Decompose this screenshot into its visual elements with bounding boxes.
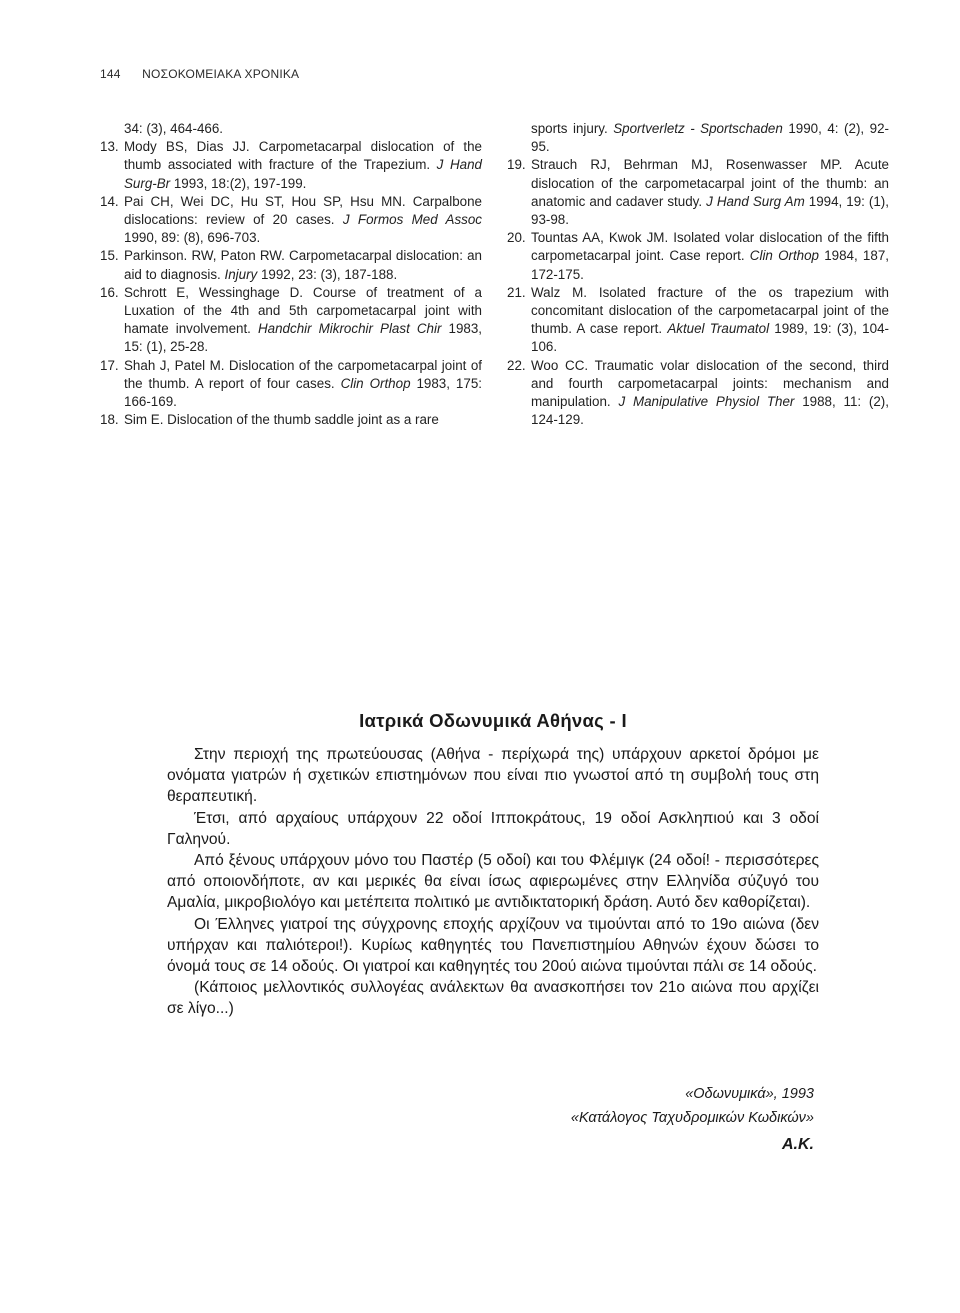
essay-title: Ιατρικά Οδωνυμικά Αθήνας - Ι [359,710,627,731]
essay-paragraph: Οι Έλληνες γιατροί της σύγχρονης εποχής αρχίζουν να τιμούνται από το 19ο αιώνα (δεν υπήρχαν και παλιότεροι!). Κυρίως καθηγητές του Πανεπιστημίου Αθηνών έχουν δώσει το όνομά τους σε 14 οδούς. Οι γιατροί και καθηγητές του 20ού αιώνα τιμούνται πάλι σε 14 οδούς. [167,915,819,976]
essay-sources [571,1082,814,1130]
reference-18: 18. Sim E. Dislocation of the thumb saddle joint as a rare [100,412,439,428]
journal-name: ΝΟΣΟΚΟΜΕΙΑΚΑ ΧΡΟΝΙΚΑ [142,67,300,81]
reference-19: 19. Strauch RJ, Behrman MJ, Rosenwasser MP. Acute dislocation of the carpometacarpal joint of the thumb: an anatomic and cadaver study. J Hand Surg Am 1994, 19: (1), 93-98. [507,157,889,228]
reference-15: 15. Parkinson. RW, Paton RW. Carpometacarpal dislocation: an aid to diagnosis. Injury 1992, 23: (3), 187-188. [100,248,482,282]
page-number: 144 [100,67,121,81]
running-header [100,67,299,81]
reference-20: 20. Tountas AA, Kwok JM. Isolated volar dislocation of the fifth carpometacarpal joint. Case report. Clin Orthop 1984, 187, 172-175. [507,230,889,282]
reference-21: 21. Walz M. Isolated fracture of the os trapezium with concomitant dislocation of the carpometacarpal joint of the thumb. A case report. Aktuel Traumatol 1989, 19: (3), 104-106. [507,284,889,355]
essay-paragraph: Στην περιοχή της πρωτεύουσας (Αθήνα - περίχωρά της) υπάρχουν αρκετοί δρόμοι με ονόματα γιατρών ή σχετικών επιστημόνων που είναι πιο γνωστοί από τη συμβολή τους στη θεραπευτική. [167,746,819,806]
essay-paragraph: Από ξένους υπάρχουν μόνο του Παστέρ (5 οδοί) και του Φλέμιγκ (24 οδοί! - περισσότερες από οποιονδήποτε, αν και μερικές θα είναι ίσως αφιερωμένες στην Ελληνίδα σύζυγό του Αμαλία, μικροβιολόγο και μετέπειτα πολιτικό με αντιδικτατορική δράση. Αυτό δεν καθορίζεται). [167,852,819,912]
reference-22: 22. Woo CC. Traumatic volar dislocation of the second, third and fourth carpometacarpal joints: mechanism and manipulation. J Manipulative Physiol Ther 1988, 11: (2), 124-129. [507,357,889,428]
source-line: «Οδωνυμικά», 1993 [685,1086,814,1102]
essay-section [167,710,819,1020]
reference-continuation: 34: (3), 464-466. [124,121,224,136]
author-initials: Α.Κ. [782,1136,814,1153]
reference-continuation: sports injury. Sportverletz - Sportschaden 1990, 4: (2), 92-95. [531,121,889,155]
essay-paragraph: (Κάποιος μελλοντικός συλλογέας ανάλεκτων θα ανασκοπήσει τον 21ο αιώνα που αρχίζει σε λίγο...) [167,979,819,1018]
reference-13: 13. Mody BS, Dias JJ. Carpometacarpal dislocation of the thumb associated with fracture of the Trapezium. J Hand Surg-Br 1993, 18:(2), 197-199. [100,139,482,191]
references-left-column [100,120,482,429]
reference-17: 17. Shah J, Patel M. Dislocation of the carpometacarpal joint of the thumb. A report of four cases. Clin Orthop 1983, 175: 166-169. [100,357,482,410]
essay-paragraph: Έτσι, από αρχαίους υπάρχουν 22 οδοί Ιπποκράτους, 19 οδοί Ασκληπιού και 3 οδοί Γαληνού. [167,809,819,848]
source-line: «Κατάλογος Ταχυδρομικών Κωδικών» [570,1110,814,1126]
references-right-column [507,120,889,429]
reference-14: 14. Pai CH, Wei DC, Hu ST, Hou SP, Hsu MN. Carpalbone dislocations: review of 20 cases. J Formos Med Assoc 1990, 89: (8), 696-703. [100,193,482,246]
reference-16: 16. Schrott E, Wessinghage D. Course of treatment of a Luxation of the 4th and 5th carpometacarpal joint with hamate involvement. Handchir Mikrochir Plast Chir 1983, 15: (1), 25-28. [100,284,483,355]
